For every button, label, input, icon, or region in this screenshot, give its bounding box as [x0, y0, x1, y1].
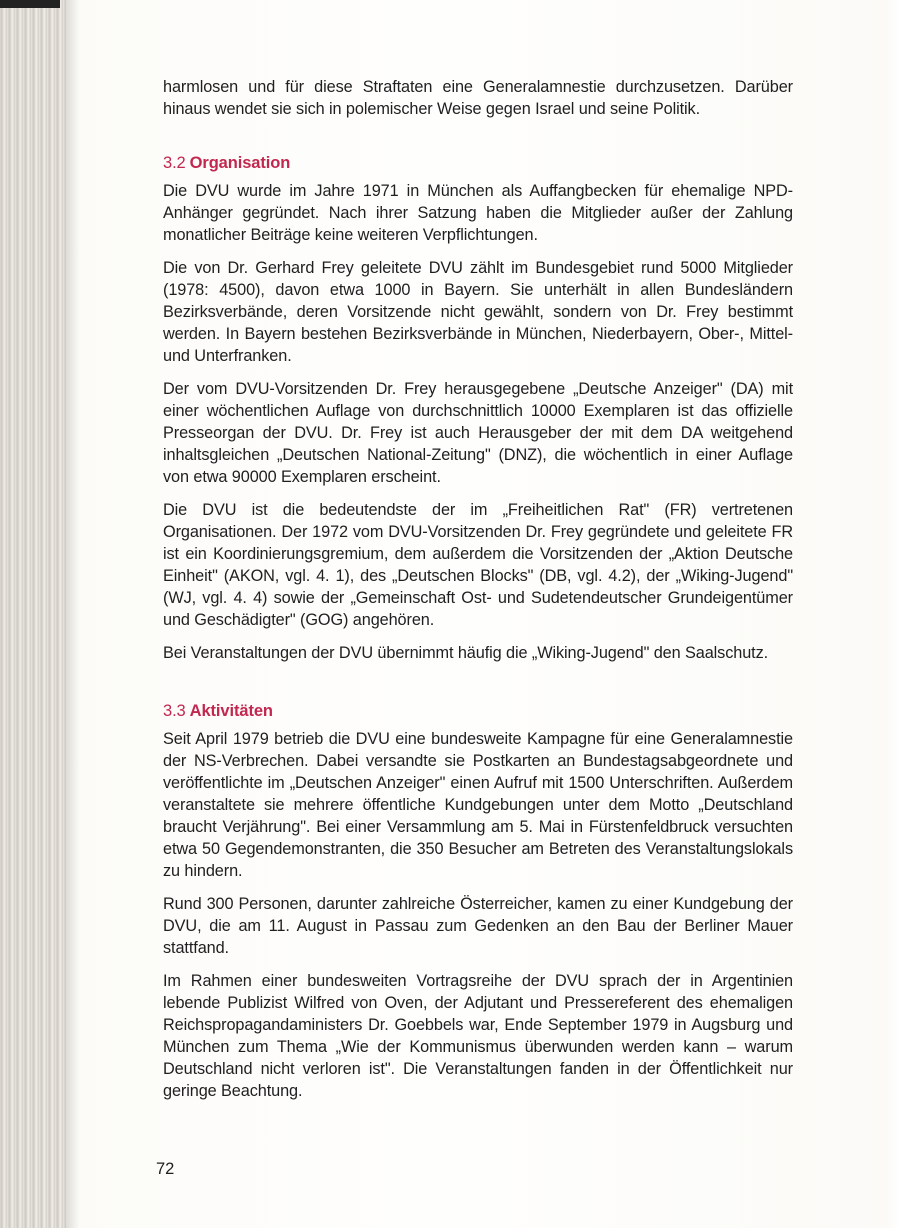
page-number: 72	[156, 1160, 175, 1178]
section-heading-aktivitaeten	[163, 700, 793, 722]
section-spacer	[163, 675, 793, 700]
section-number: 3.2	[163, 154, 186, 172]
scan-corner-artifact	[0, 0, 60, 8]
paragraph: Der vom DVU-Vorsitzenden Dr. Frey herausgegebene „Deutsche Anzeiger" (DA) mit einer wöchentlichen Auflage von durchschnittlich 10000 Exemplaren ist das offizielle Presseorgan der DVU. Dr. Frey ist auch Herausgeber der mit dem DA weitgehend inhaltsgleichen „Deutschen National-Zeitung" (DNZ), die wöchentlich in einer Auflage von etwa 90000 Exemplaren erscheint.	[163, 380, 793, 486]
paragraph: Im Rahmen einer bundesweiten Vortragsreihe der DVU sprach der in Argentinien lebende Publizist Wilfred von Oven, der Adjutant und Pressereferent des ehemaligen Reichspropagandaministers Dr. Goebbels war, Ende September 1979 in Augsburg und München zum Thema „Wie der Kommunismus überwunden werden kann – warum Deutschland nicht verloren ist". Die Veranstaltungen fanden in der Öffentlichkeit nur geringe Beachtung.	[163, 972, 793, 1100]
page-content	[163, 76, 793, 1113]
paragraph: Die DVU ist die bedeutendste der im „Freiheitlichen Rat" (FR) vertretenen Organisationen. Der 1972 vom DVU-Vorsitzenden Dr. Frey gegründete und geleitete FR ist ein Koordinierungsgremium, dem außerdem die Vorsitzenden der „Aktion Deutsche Einheit" (AKON, vgl. 4. 1), des „Deutschen Blocks" (DB, vgl. 4.2), der „Wiking-Jugend" (WJ, vgl. 4. 4) sowie der „Gemeinschaft Ost- und Sudetendeutscher Grundeigentümer und Geschädigter" (GOG) angehören.	[163, 501, 793, 629]
section-title: Organisation	[189, 154, 291, 172]
page-right-edge	[886, 0, 900, 1228]
section-number: 3.3	[163, 702, 186, 720]
paragraph: Bei Veranstaltungen der DVU übernimmt häufig die „Wiking-Jugend" den Saalschutz.	[163, 644, 769, 662]
paragraph: Die von Dr. Gerhard Frey geleitete DVU zählt im Bundesgebiet rund 5000 Mitglieder (1978: 4500), davon etwa 1000 in Bayern. Sie unterhält in allen Bundesländern Bezirksverbände, deren Vorsitzende nicht gewählt, sondern von Dr. Frey bestimmt werden. In Bayern bestehen Bezirksverbände in München, Niederbayern, Ober-, Mittel- und Unterfranken.	[163, 259, 793, 365]
paragraph: Seit April 1979 betrieb die DVU eine bundesweite Kampagne für eine Generalamnestie der NS-Verbrechen. Dabei versandte sie Postkarten an Bundestagsabgeordnete und veröffentlichte im „Deutschen Anzeiger" einen Aufruf mit 1500 Unterschriften. Außerdem veranstaltete sie mehrere öffentliche Kundgebungen unter dem Motto „Deutschland braucht Verjährung". Bei einer Versammlung am 5. Mai in Fürstenfeldbruck versuchten etwa 50 Gegendemonstranten, die 350 Besucher am Betreten des Veranstaltungslokals zu hindern.	[163, 730, 793, 880]
intro-paragraph: harmlosen und für diese Straftaten eine Generalamnestie durchzusetzen. Darüber hinaus wendet sie sich in polemischer Weise gegen Israel und seine Politik.	[163, 78, 793, 118]
section-heading-organisation	[163, 152, 793, 174]
section-title: Aktivitäten	[189, 702, 273, 720]
paragraph: Die DVU wurde im Jahre 1971 in München als Auffangbecken für ehemalige NPD-Anhänger gegründet. Nach ihrer Satzung haben die Mitglieder außer der Zahlung monatlicher Beiträge keine weiteren Verpflichtungen.	[163, 182, 793, 244]
paragraph: Rund 300 Personen, darunter zahlreiche Österreicher, kamen zu einer Kundgebung der DVU, die am 11. August in Passau zum Gedenken an den Bau der Berliner Mauer stattfand.	[163, 895, 793, 957]
book-binding-edge	[0, 0, 66, 1228]
